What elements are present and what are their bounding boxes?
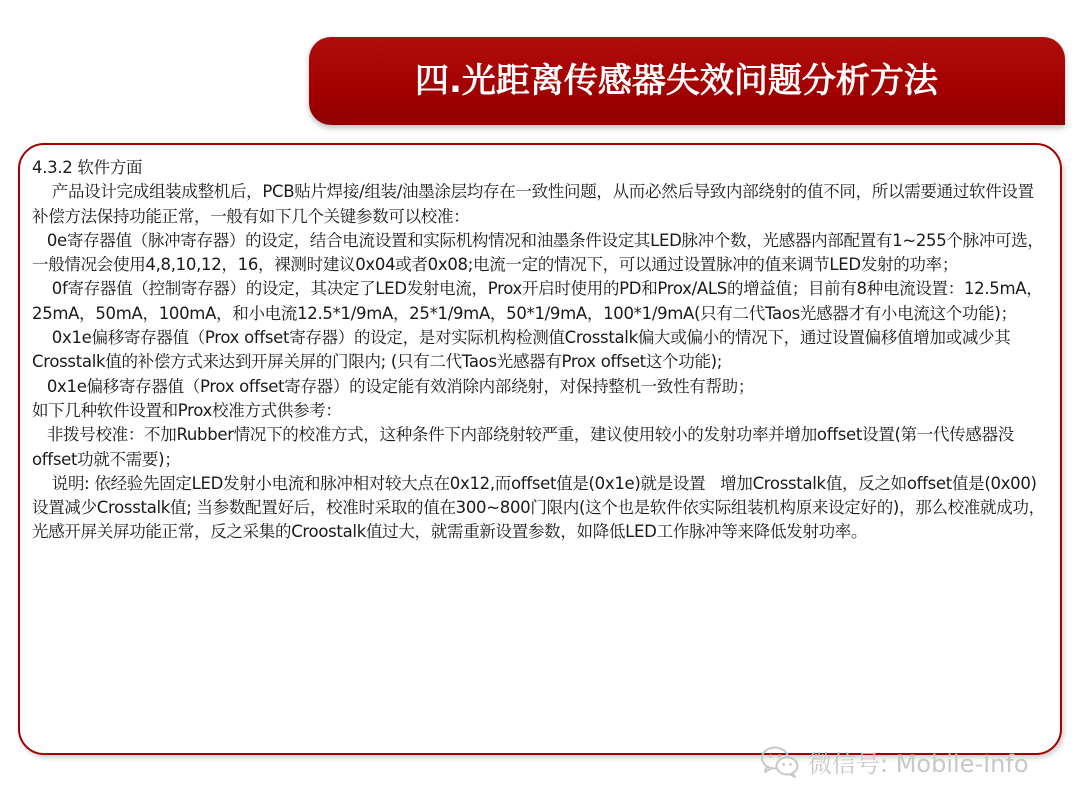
wechat-icon — [760, 745, 800, 779]
paragraph-1e-effect: 0x1e偏移寄存器值（Prox offset寄存器）的设定能有效消除内部绕射，对保持整机一致性有帮助； — [32, 376, 755, 396]
slide-title: 四.光距离传感器失效问题分析方法 — [309, 37, 1065, 125]
watermark — [760, 744, 1029, 779]
paragraph-reference: 如下几种软件设置和Prox校准方式供参考： — [32, 400, 342, 420]
paragraph-1e-register: 0x1e偏移寄存器值（Prox offset寄存器）的设定，是对实际机构检测值Crosstalk偏大或偏小的情况下，通过设置偏移值增加或减少其Crosstalk值的补偿方式来达到开屏关屏的门限内; (只有二代Taos光感器有Prox offset这个功能); — [32, 328, 1011, 372]
content-body — [32, 156, 1048, 545]
paragraph-intro: 产品设计完成组装成整机后，PCB贴片焊接/组装/油墨涂层均存在一致性问题，从而必然后导致内部绕射的值不同，所以需要通过软件设置补偿方法保持功能正常，一般有如下几个关键参数可以校准： — [32, 182, 1034, 226]
paragraph-0f-register: 0f寄存器值（控制寄存器）的设定，其决定了LED发射电流，Prox开启时使用的PD和Prox/ALS的增益值；目前有8种电流设置：12.5mA，25mA，50mA，100mA，和小电流12.5*1/9mA，25*1/9mA，50*1/9mA，100*1/9mA(只有二代Taos光感器才有小电流这个功能)； — [32, 279, 1043, 323]
watermark-text: 微信号: Mobile-Info — [808, 750, 1029, 778]
section-heading: 4.3.2 软件方面 — [32, 158, 143, 177]
paragraph-note: 说明: 依经验先固定LED发射小电流和脉冲相对较大点在0x12,而offset值是(0x1e)就是设置 增加Crosstalk值，反之如offset值是(0x00)设置减少Crosstalk值; 当参数配置好后，校准时采取的值在300~800门限内(这个也是软件依实际组装机构原来设定好的)，那么校准就成功，光感开屏关屏功能正常，反之采集的Croostalk值过大，就需重新设置参数，如降低LED工作脉冲等来降低发射功率。 — [32, 473, 1045, 542]
paragraph-0e-register: 0e寄存器值（脉冲寄存器）的设定，结合电流设置和实际机构情况和油墨条件设定其LED脉冲个数，光感器内部配置有1~255个脉冲可选，一般情况会使用4,8,10,12，16，裸测时建议0x04或者0x08;电流一定的情况下，可以通过设置脉冲的值来调节LED发射的功率； — [32, 230, 1044, 275]
paragraph-non-dial-calibration: 非拨号校准：不加Rubber情况下的校准方式，这种条件下内部绕射较严重，建议使用较小的发射功率并增加offset设置(第一代传感器没offset功就不需要)； — [32, 425, 1014, 469]
